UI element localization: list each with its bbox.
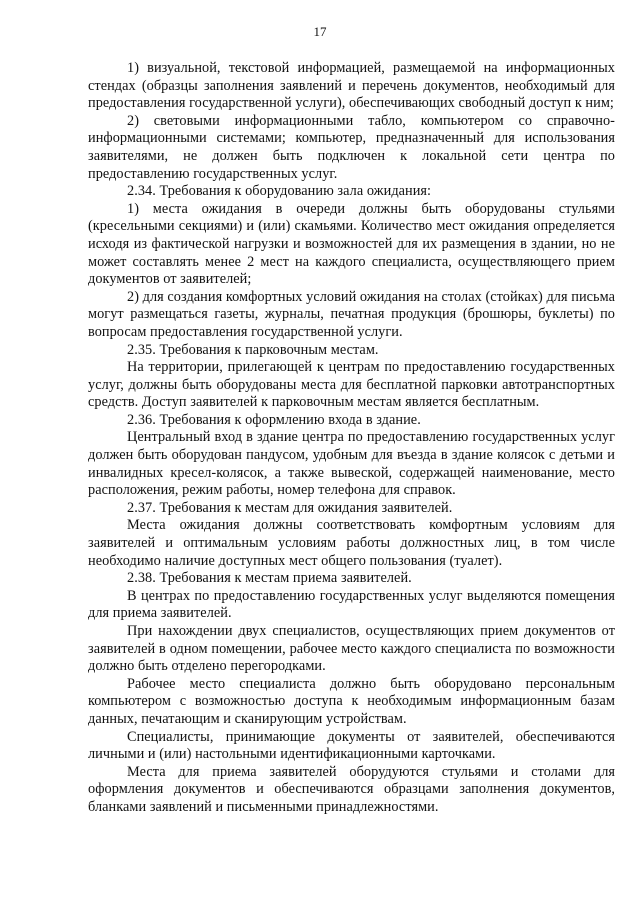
paragraph-item-1-visual-info: 1) визуальной, текстовой информацией, размещаемой на информационных стендах (образцы заполнения заявлений и перечень документов, необходимый для предоставления государственной услуги), обеспечивающих свободный доступ к ним;: [88, 60, 615, 112]
paragraph-entrance: Центральный вход в здание центра по предоставлению государственных услуг должен быть оборудован пандусом, удобным для въезда в здание колясок с детьми и инвалидных кресел-колясок, а также вывеской, содержащей наименование, место расположения, режим работы, номер телефона для справок.: [88, 429, 615, 499]
section-2-35-heading: 2.35. Требования к парковочным местам.: [127, 341, 379, 358]
paragraph-reception-rooms: В центрах по предоставлению государственных услуг выделяются помещения для приема заявителей.: [88, 587, 615, 622]
paragraph-reception-furniture: Места для приема заявителей оборудуются стульями и столами для оформления документов и обеспечиваются образцами заполнения документов, бланками заявлений и письменными принадлежностями.: [88, 763, 615, 815]
paragraph-item-2-light-boards: 2) световыми информационными табло, компьютером со справочно-информационными системами; компьютер, предназначенный для использования заявителями, не должен быть подключен к локальной сети центра по предоставлению государственных услуг.: [88, 112, 615, 182]
paragraph-waiting-seats: 1) места ожидания в очереди должны быть оборудованы стульями (кресельными секциями) и (или) скамьями. Количество мест ожидания определяется исходя из фактической нагрузки и возможностей для их размещения в здании, но не может составлять менее 2 мест на каждого специалиста, осуществляющего прием документов от заявителей;: [88, 200, 615, 288]
paragraph-partitions: При нахождении двух специалистов, осуществляющих прием документов от заявителей в одном помещении, рабочее место каждого специалиста по возможности должно быть отделено перегородками.: [88, 623, 615, 675]
section-2-38-heading: 2.38. Требования к местам приема заявителей.: [127, 570, 412, 587]
paragraph-id-cards: Специалисты, принимающие документы от заявителей, обеспечиваются личными и (или) настольными идентификационными карточками.: [88, 728, 615, 763]
paragraph-waiting-printed-materials: 2) для создания комфортных условий ожидания на столах (стойках) для письма могут размещаться газеты, журналы, печатная продукция (брошюры, буклеты) по вопросам предоставления государственной услуги.: [88, 288, 615, 340]
section-2-37-heading: 2.37. Требования к местам для ожидания заявителей.: [127, 499, 453, 516]
section-2-36-heading: 2.36. Требования к оформлению входа в здание.: [127, 411, 421, 428]
section-2-34-heading: 2.34. Требования к оборудованию зала ожидания:: [127, 183, 432, 200]
paragraph-parking: На территории, прилегающей к центрам по предоставлению государственных услуг, должны быть оборудованы места для бесплатной парковки автотранспортных средств. Доступ заявителей к парковочным местам является бесплатным.: [88, 359, 615, 411]
paragraph-waiting-places: Места ожидания должны соответствовать комфортным условиям для заявителей и оптимальным условиям работы должностных лиц, в том числе необходимо наличие доступных мест общего пользования (туалет).: [88, 517, 615, 569]
paragraph-workstation: Рабочее место специалиста должно быть оборудовано персональным компьютером с возможностью доступа к необходимым информационным базам данных, печатающим и сканирующим устройствам.: [88, 675, 615, 727]
document-body: [88, 60, 615, 817]
page-number: 17: [313, 24, 327, 39]
